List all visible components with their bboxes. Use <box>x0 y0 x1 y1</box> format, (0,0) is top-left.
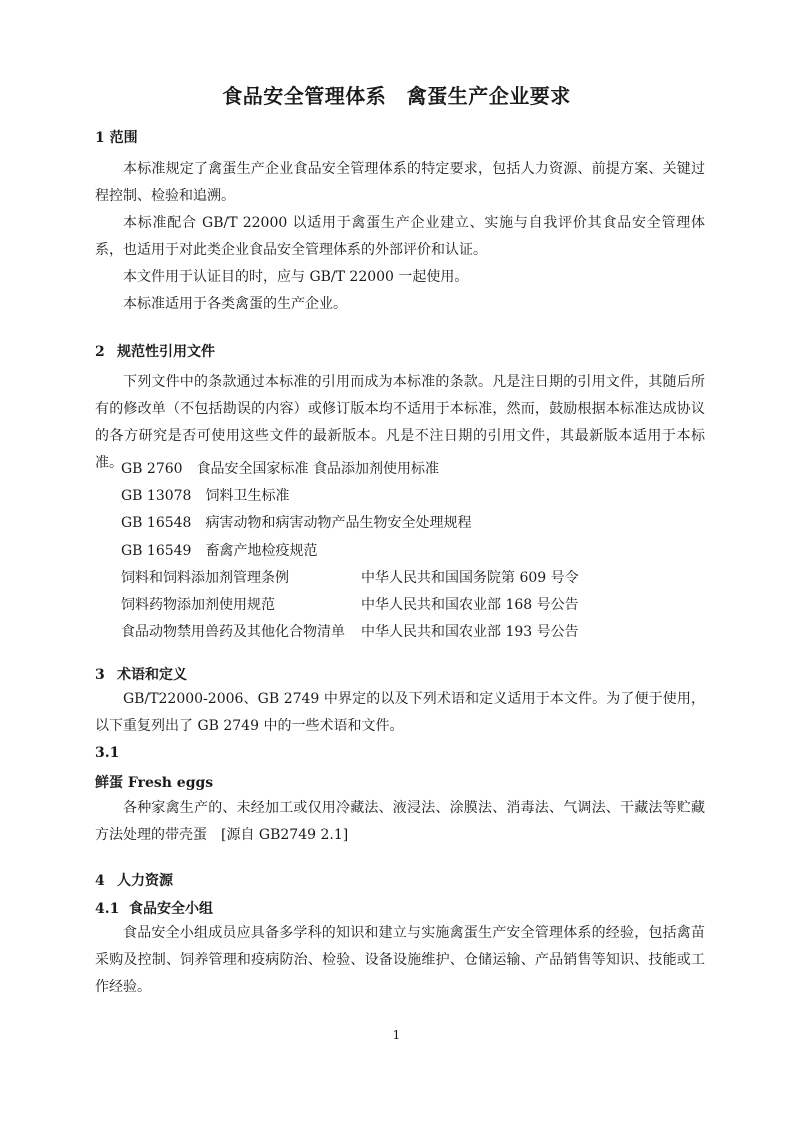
term-definition: 各种家禽生产的、未经加工或仅用冷藏法、液浸法、涂膜法、消毒法、气调法、干藏法等贮藏方法处理的带壳蛋 [源自 GB2749 2.1] <box>95 800 705 843</box>
subsection-4-1-heading <box>95 898 213 918</box>
standard-name: 饲料卫生标准 <box>205 488 290 504</box>
standard-reference <box>121 485 289 505</box>
subsection-4-1-title: 食品安全小组 <box>129 901 213 917</box>
standard-code: GB 16548 <box>121 515 192 531</box>
section-1-paragraph: 本标准适用于各类禽蛋的生产企业。 <box>123 296 347 312</box>
regulation-name: 饲料和饲料添加剂管理条例 <box>121 570 289 586</box>
section-4-title: 人力资源 <box>117 873 173 889</box>
regulation-reference <box>121 567 579 587</box>
standard-name: 病害动物和病害动物产品生物安全处理规程 <box>205 515 472 531</box>
section-4-paragraph: 食品安全小组成员应具备多学科的知识和建立与实施禽蛋生产安全管理体系的经验，包括禽苗采购及控制、饲养管理和疫病防治、检验、设备设施维护、仓储运输、产品销售等知识、技能或工作经验。 <box>95 925 705 995</box>
section-1-paragraph: 本文件用于认证目的时，应与 GB/T 22000 一起使用。 <box>123 269 469 285</box>
section-2-number: 2 <box>95 344 105 360</box>
regulation-name: 食品动物禁用兽药及其他化合物清单 <box>121 624 345 640</box>
section-2-heading <box>95 341 215 361</box>
subsection-4-1-number: 4.1 <box>95 901 120 917</box>
section-3-intro: GB/T22000-2006、GB 2749 中界定的以及下列术语和定义适用于本文件。为了便于使用，以下重复列出了 GB 2749 中的一些术语和文件。 <box>95 691 705 734</box>
regulation-issuer: 中华人民共和国农业部 193 号公告 <box>361 624 579 640</box>
standard-name: 食品安全国家标准 食品添加剂使用标准 <box>196 461 440 477</box>
page-number: 1 <box>392 1028 401 1042</box>
standard-reference <box>121 458 439 478</box>
standard-name: 畜禽产地检疫规范 <box>205 543 318 559</box>
section-2-intro: 下列文件中的条款通过本标准的引用而成为本标准的条款。凡是注日期的引用文件，其随后所有的修改单（不包括勘误的内容）或修订版本均不适用于本标准，然而，鼓励根据本标准达成协议的各方研究是否可使用这些文件的最新版本。凡是不注日期的引用文件，其最新版本适用于本标准。 <box>95 374 705 471</box>
section-4-number: 4 <box>95 873 105 889</box>
standard-code: GB 13078 <box>121 488 192 504</box>
standard-code: GB 16549 <box>121 543 192 559</box>
section-3-title: 术语和定义 <box>117 667 187 683</box>
subsection-3-1-number: 3.1 <box>95 745 120 761</box>
section-1-paragraph: 本标准配合 GB/T 22000 以适用于禽蛋生产企业建立、实施与自我评价其食品安全管理体系，也适用于对此类企业食品安全管理体系的外部评价和认证。 <box>95 215 705 258</box>
term-heading: 鲜蛋 Fresh eggs <box>95 775 214 791</box>
standard-reference <box>121 512 471 532</box>
section-3-heading <box>95 664 187 684</box>
section-2-title: 规范性引用文件 <box>117 344 215 360</box>
section-3-number: 3 <box>95 667 105 683</box>
regulation-name: 饲料药物添加剂使用规范 <box>121 597 275 613</box>
regulation-reference <box>121 621 579 641</box>
regulation-issuer: 中华人民共和国国务院第 609 号令 <box>361 570 579 586</box>
section-1-paragraph: 本标准规定了禽蛋生产企业食品安全管理体系的特定要求，包括人力资源、前提方案、关键过程控制、检验和追溯。 <box>95 161 705 204</box>
regulation-reference <box>121 594 579 614</box>
section-1-heading: 1 范围 <box>95 130 138 146</box>
document-title: 食品安全管理体系 禽蛋生产企业要求 <box>222 84 571 108</box>
section-4-heading <box>95 870 173 890</box>
standard-reference <box>121 540 317 560</box>
standard-code: GB 2760 <box>121 461 183 477</box>
regulation-issuer: 中华人民共和国农业部 168 号公告 <box>361 597 579 613</box>
